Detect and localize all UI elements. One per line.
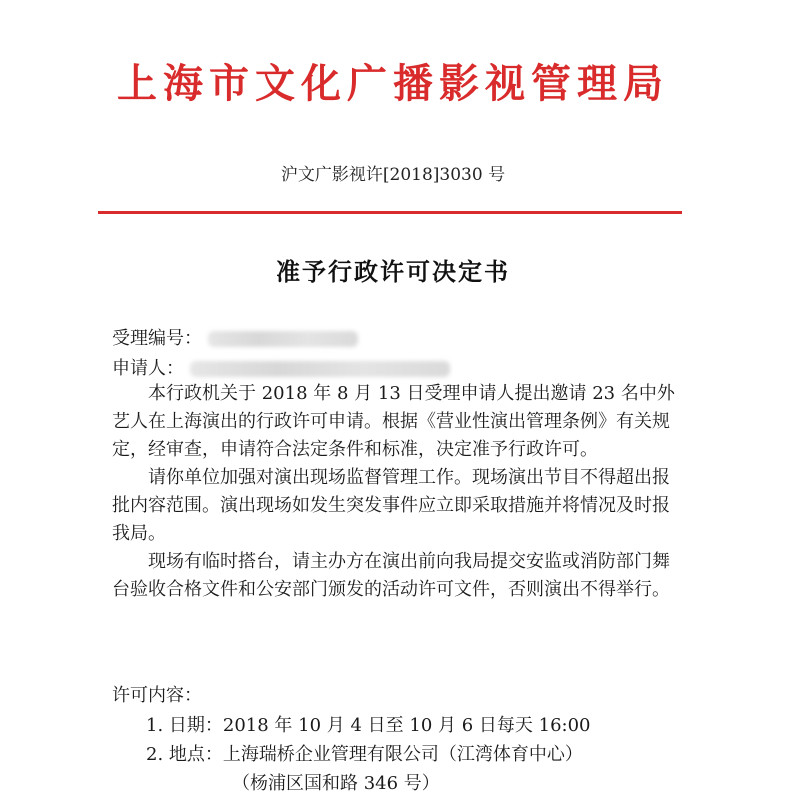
paragraph-safety: 现场有临时搭台，请主办方在演出前向我局提交安监或消防部门舞台验收合格文件和公安部门颁发的活动许可文件，否则演出不得举行。 bbox=[112, 551, 670, 600]
case-number-row bbox=[112, 324, 358, 350]
case-number-label: 受理编号： bbox=[112, 328, 202, 349]
paragraph-supervision: 请你单位加强对演出现场监督管理工作。现场演出节目不得超出报批内容范围。演出现场如发生突发事件应立即采取措施并将情况及时报我局。 bbox=[112, 467, 670, 544]
applicant-row bbox=[112, 354, 450, 380]
red-divider bbox=[98, 211, 682, 214]
redacted-applicant bbox=[190, 361, 450, 377]
permit-content-label: 许可内容： bbox=[112, 685, 202, 706]
paragraph-decision: 本行政机关于 2018 年 8 月 13 日受理申请人提出邀请 23 名中外艺人在上海演出的行政许可申请。根据《营业性演出管理条例》有关规定，经审查，申请符合法定条件和标准，决定准予行政许可。 bbox=[112, 383, 675, 460]
applicant-label: 申请人： bbox=[112, 358, 184, 379]
permit-venue: 2. 地点：上海瑞桥企业管理有限公司（江湾体育中心） bbox=[146, 744, 583, 765]
permit-address: （杨浦区国和路 346 号） bbox=[232, 773, 440, 794]
decision-body bbox=[112, 380, 682, 604]
organization-title: 上海市文化广播影视管理局 bbox=[117, 60, 669, 107]
document-heading: 准予行政许可决定书 bbox=[276, 258, 510, 286]
document-number: 沪文广影视许[2018]3030 号 bbox=[280, 165, 506, 185]
permit-date: 1. 日期：2018 年 10 月 4 日至 10 月 6 日每天 16:00 bbox=[146, 715, 591, 736]
redacted-case-number bbox=[208, 331, 358, 347]
